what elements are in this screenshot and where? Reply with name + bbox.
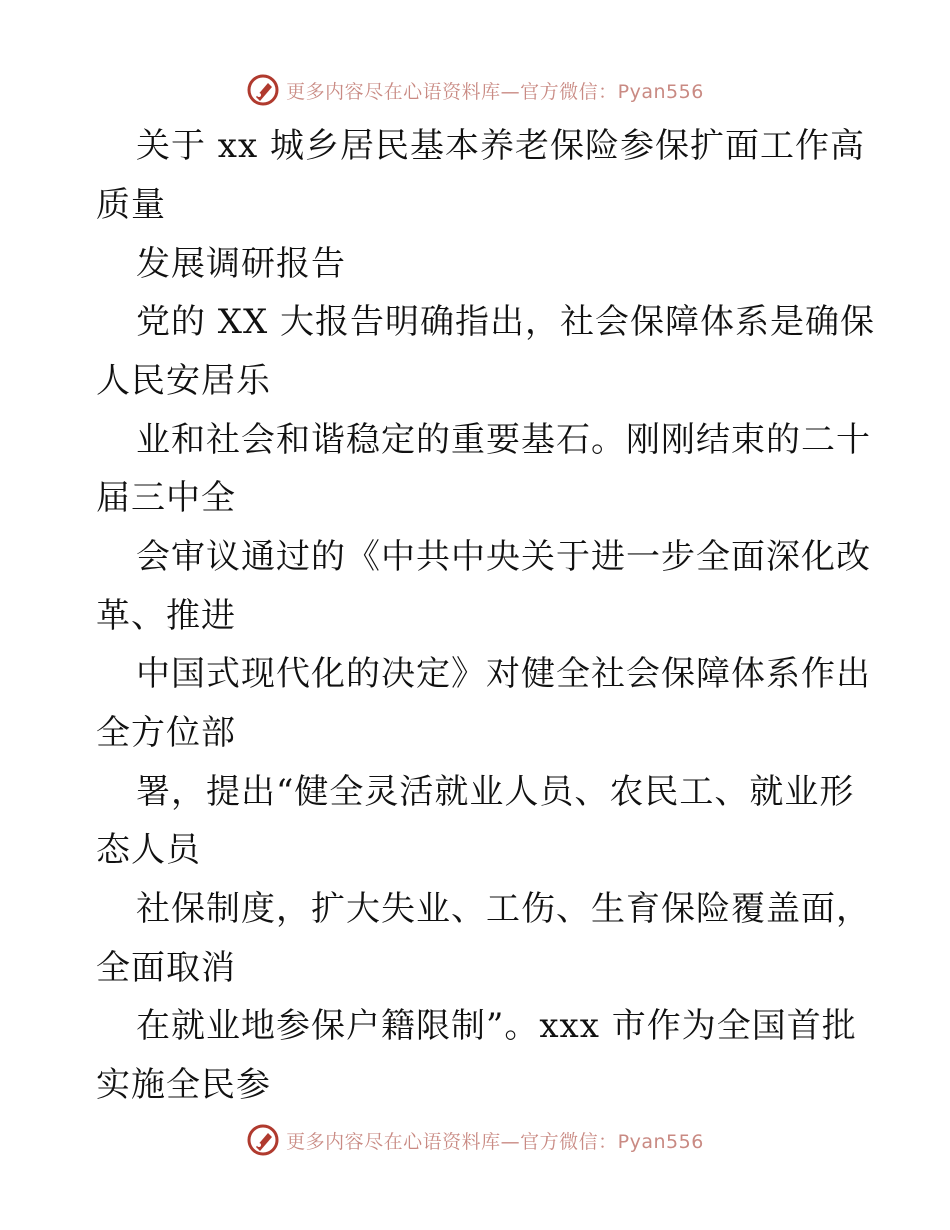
text-line: 届三中全 [96,478,236,518]
text-line: 实施全民参 [96,1065,271,1105]
text-line: 会审议通过的《中共中央关于进一步全面深化改 [136,537,871,577]
text-line: 全面取消 [96,948,236,988]
watermark-text: 更多内容尽在心语资料库—官方微信：Pyan556 [286,80,704,103]
text-line: 质量 [96,185,166,225]
text-line: 人民安居乐 [96,361,271,401]
text-line: 在就业地参保户籍限制”。xxx 市作为全国首批 [136,1006,857,1046]
text-line: 革、推进 [96,596,236,636]
text-line: 署，提出“健全灵活就业人员、农民工、就业形 [136,772,855,812]
watermark-group [246,1123,704,1157]
footer-watermark [0,1120,950,1160]
watermark-text: 更多内容尽在心语资料库—官方微信：Pyan556 [286,1130,704,1153]
text-line: 社保制度，扩大失业、工伤、生育保险覆盖面， [136,889,871,929]
text-line: 党的 XX 大报告明确指出，社会保障体系是确保 [136,302,876,342]
text-line: 中国式现代化的决定》对健全社会保障体系作出 [136,654,871,694]
text-line: 发展调研报告 [136,244,346,284]
pen-nib-circle-icon [246,1123,280,1157]
text-line: 业和社会和谐稳定的重要基石。刚刚结束的二十 [136,420,871,460]
text-line: 态人员 [96,830,201,870]
text-line: 关于 xx 城乡居民基本养老保险参保扩面工作高 [136,126,865,166]
text-line: 全方位部 [96,713,236,753]
